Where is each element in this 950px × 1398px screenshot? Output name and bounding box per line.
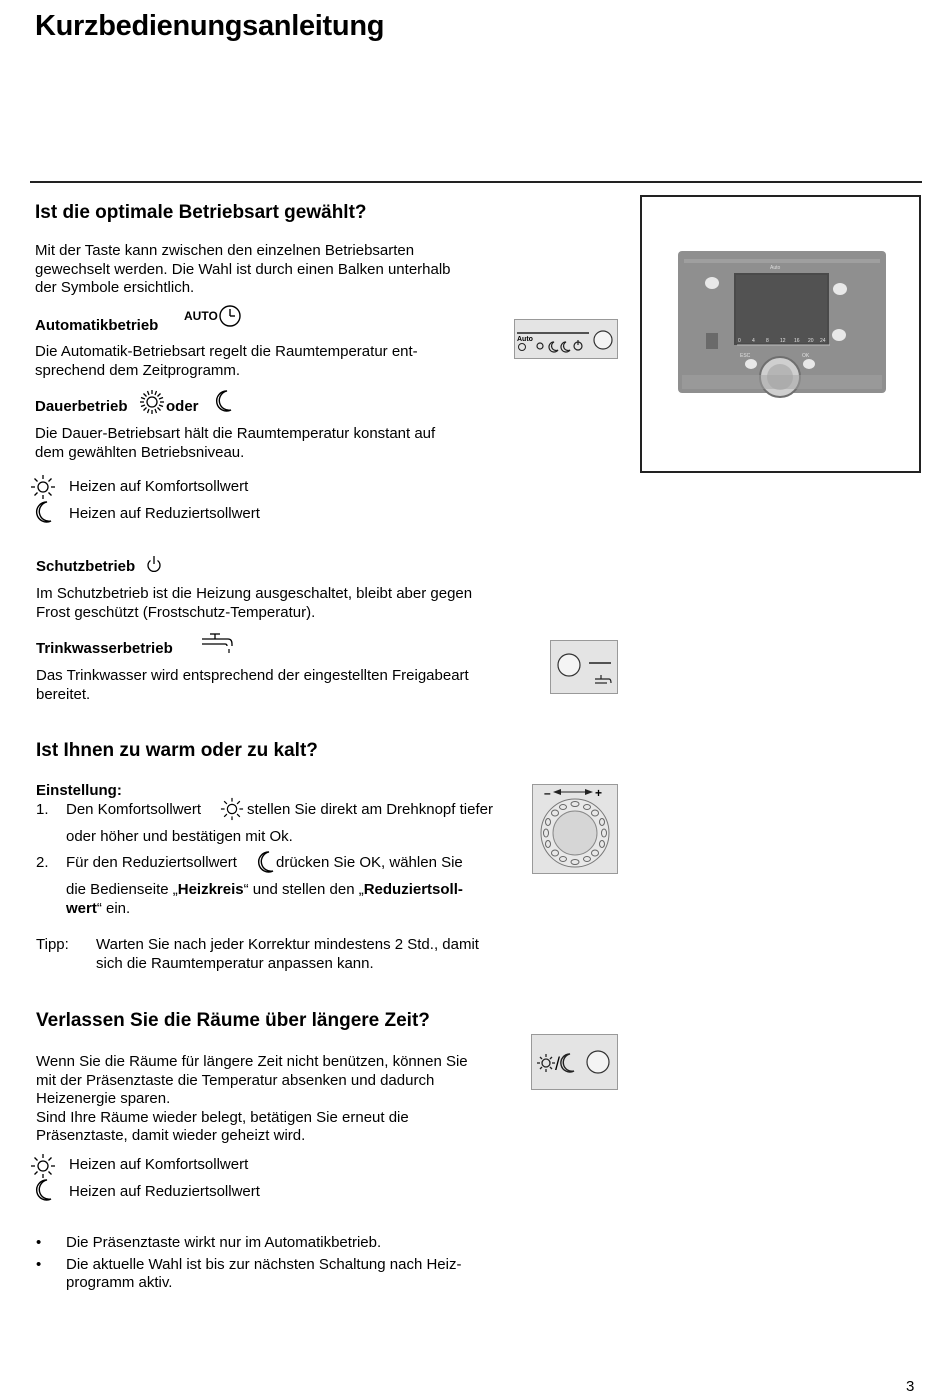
legend-reduced: Heizen auf Reduziertsollwert (69, 1183, 260, 1200)
scale-label: 4 (752, 338, 755, 344)
text-line: Präsenztaste, damit wieder geheizt wird. (36, 1127, 306, 1144)
knob-minus-text: – (544, 786, 551, 800)
auto-icon-text: AUTO (184, 309, 218, 323)
list-item-text: programm aktiv. (66, 1274, 173, 1291)
legend-reduced: Heizen auf Reduziertsollwert (69, 505, 260, 522)
divider (30, 181, 922, 183)
step1-text-c: oder höher und bestätigen mit Ok. (66, 828, 293, 845)
continuous-mode-description (35, 425, 435, 462)
device-top-label: Auto (770, 265, 781, 271)
list-item (36, 1256, 461, 1293)
legend-comfort: Heizen auf Komfortsollwert (69, 478, 249, 495)
auto-clock-icon (183, 304, 243, 330)
presence-slash: / (555, 1054, 561, 1074)
list-item-text: Die aktuelle Wahl ist bis zur nächsten Schaltung nach Heiz- (66, 1255, 462, 1273)
text-fragment: “ und stellen den „ (243, 881, 364, 898)
rotary-knob-panel (532, 784, 618, 874)
hot-water-button-panel (550, 640, 618, 694)
bullet-list (36, 1234, 461, 1293)
bullet-icon: • (36, 1234, 42, 1251)
text-line: dem gewählten Betriebsniveau. (35, 443, 245, 461)
text-line: sprechend dem Zeitprogramm. (35, 361, 241, 379)
tip-label: Tipp: (36, 936, 69, 953)
scale-label: 12 (780, 338, 786, 344)
protection-mode-label: Schutzbetrieb (36, 558, 136, 575)
section-heading-operating-mode: Ist die optimale Betriebsart gewählt? (35, 202, 367, 223)
step2-text-d (66, 900, 130, 919)
mode-selector-panel (514, 319, 618, 359)
text-fragment-bold: Reduziertsoll- (363, 881, 463, 898)
tip-text (96, 936, 479, 973)
moon-icon (214, 389, 234, 413)
text-line: Mit der Taste kann zwischen den einzelnen Betriebsarten (35, 242, 415, 259)
text-line: Warten Sie nach jeder Korrektur mindestens 2 Std., damit (96, 936, 479, 953)
esc-label: ESC (740, 353, 751, 359)
text-line: Die Dauer-Betriebsart hält die Raumtemperatur konstant auf (35, 425, 436, 442)
list-item-text: Die Präsenztaste wirkt nur im Automatikbetrieb. (66, 1234, 382, 1251)
section-heading-absence: Verlassen Sie die Räume über längere Zeit? (36, 1010, 430, 1031)
bullet-icon: • (36, 1255, 42, 1273)
text-fragment: “ ein. (96, 900, 131, 917)
hot-water-mode-description (36, 667, 469, 704)
power-icon (146, 555, 162, 573)
hot-water-mode-label: Trinkwasserbetrieb (36, 640, 173, 657)
text-line: sich die Raumtemperatur anpassen kann. (96, 954, 374, 972)
absence-paragraph (36, 1053, 468, 1146)
text-fragment-bold: Heizkreis (177, 881, 244, 898)
sun-icon (30, 1153, 56, 1179)
sun-icon (220, 797, 244, 821)
text-line: Frost geschützt (Frostschutz-Temperatur). (36, 603, 316, 621)
text-line: Wenn Sie die Räume für längere Zeit nicht benützen, können Sie (36, 1053, 468, 1070)
scale-label: 8 (766, 338, 769, 344)
text-line: der Symbole ersichtlich. (35, 279, 195, 296)
step2-text-c (66, 881, 463, 900)
page-title: Kurzbedienungsanleitung (35, 10, 385, 42)
ok-label: OK (802, 353, 810, 359)
moon-icon (256, 850, 276, 874)
scale-label: 20 (808, 338, 814, 344)
sun-icon (30, 474, 56, 500)
sun-icon (139, 389, 165, 415)
text-line: Im Schutzbetrieb ist die Heizung ausgeschaltet, bleibt aber gegen (36, 585, 473, 602)
device-photo-frame (640, 195, 921, 473)
text-line: mit der Präsenztaste die Temperatur absenken und dadurch (36, 1071, 435, 1089)
text-line: Heizenergie sparen. (36, 1090, 171, 1107)
text-line: gewechselt werden. Die Wahl ist durch einen Balken unterhalb (35, 260, 451, 278)
setting-heading: Einstellung: (36, 782, 122, 799)
step2-text-a: Für den Reduziertsollwert (66, 854, 237, 871)
protection-mode-description (36, 585, 472, 622)
scale-label: 24 (820, 338, 826, 344)
moon-icon (34, 1178, 54, 1202)
page-number: 3 (906, 1378, 915, 1395)
section-heading-temperature: Ist Ihnen zu warm oder zu kalt? (36, 740, 318, 761)
mode-panel-auto-text: Auto (517, 336, 533, 343)
text-line: Sind Ihre Räume wieder belegt, betätigen Sie erneut die (36, 1108, 409, 1126)
text-fragment-bold: wert (66, 900, 97, 917)
step1-text-a: Den Komfortsollwert (66, 801, 202, 818)
step-number: 1. (36, 801, 49, 818)
automatic-mode-label: Automatikbetrieb (35, 317, 159, 334)
text-line: bereitet. (36, 685, 91, 703)
text-fragment: die Bedienseite „ (66, 881, 178, 898)
controller-device-image (642, 197, 919, 471)
automatic-mode-description (35, 343, 418, 380)
legend-comfort: Heizen auf Komfortsollwert (69, 1156, 249, 1173)
intro-paragraph (35, 242, 451, 298)
text-line: Die Automatik-Betriebsart regelt die Raumtemperatur ent- (35, 343, 418, 360)
knob-plus-text: + (595, 786, 603, 800)
presence-button-panel (531, 1034, 618, 1090)
text-line: Das Trinkwasser wird entsprechend der eingestellten Freigabeart (36, 667, 469, 684)
step-number: 2. (36, 854, 49, 871)
step1-text-b: stellen Sie direkt am Drehknopf tiefer (247, 801, 493, 818)
scale-label: 0 (738, 338, 741, 344)
step2-text-b: drücken Sie OK, wählen Sie (276, 854, 463, 871)
scale-label: 16 (794, 338, 800, 344)
continuous-mode-label: Dauerbetrieb (35, 398, 128, 415)
or-text: oder (166, 398, 199, 415)
water-tap-icon (200, 632, 234, 654)
moon-icon (34, 500, 54, 524)
list-item (36, 1234, 461, 1253)
